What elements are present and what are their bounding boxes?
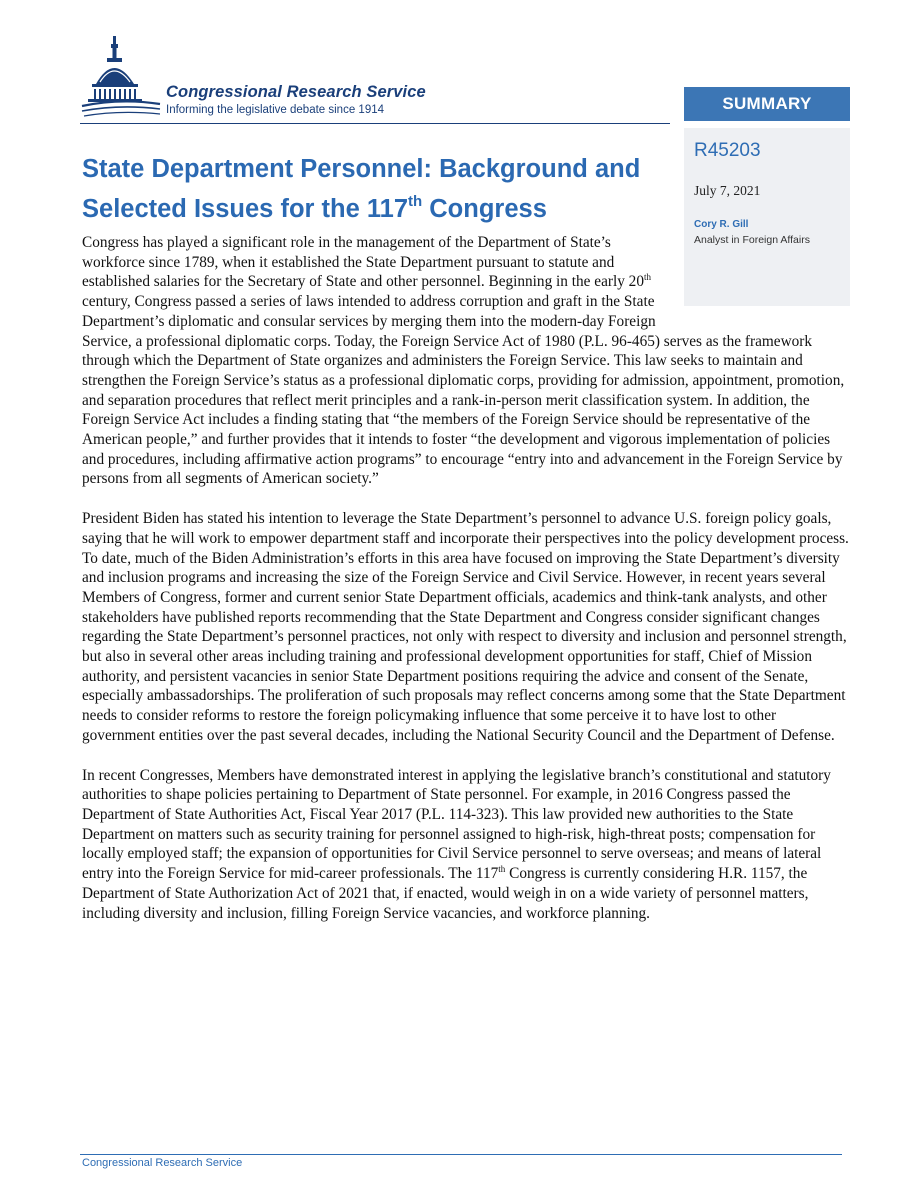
report-date: July 7, 2021 xyxy=(694,183,761,198)
header-divider xyxy=(80,123,670,124)
author-name: Cory R. Gill xyxy=(694,219,749,230)
title-superscript: th xyxy=(408,193,423,210)
paragraph-2: President Biden has stated his intention to leverage the State Department’s personnel to advance U.S. foreign policy goals, saying that he will work to empower department staff and incorporate their perspectives into the policy development process. To date, much of the Biden Administration’s efforts in this area have focused on improving the State Department’s diversity and inclusion programs and increasing the size of the Foreign Service and Civil Service. However, in recent years several Members of Congress, former and current senior State Department officials, academics and think-tank analysts, and other stakeholders have published reports recommending that the State Department and Congress consider significant changes regarding the State Department’s personnel practices, not only with respect to diversity and inclusion and personnel strength, but also in several other areas including training and professional development opportunities for staff, Chief of Mission authority, and persistent vacancies in senior State Department positions requiring the advice and consent of the Senate, especially ambassadorships. The proliferation of such proposals may reflect concerns among some that the State Department needs to consider reforms to restore the foreign policymaking influence that some perceive it to have lost to other government entities over the past several decades, including the National Security Council and the Department of Defense. xyxy=(82,510,849,744)
report-number: R45203 xyxy=(694,140,761,161)
summary-label: SUMMARY xyxy=(684,87,850,121)
paragraph-1-superscript: th xyxy=(643,272,651,283)
author-title: Analyst in Foreign Affairs xyxy=(694,234,810,246)
paragraph-3-superscript: th xyxy=(498,864,506,875)
crs-logo xyxy=(80,34,480,124)
paragraph-3 xyxy=(82,766,852,924)
org-name: Congressional Research Service xyxy=(166,83,426,101)
paragraph-3-text-rest: Congress is currently considering H.R. 1157, the Department of State Authorization Act of 2021 that, if enacted, would weigh in on a wide variety of personnel matters, including diversity and inclusion, filling Foreign Service vacancies, and workforce planning. xyxy=(82,865,809,922)
footer-org-name: Congressional Research Service xyxy=(82,1157,243,1169)
org-tagline: Informing the legislative debate since 1914 xyxy=(166,104,385,116)
footer-divider xyxy=(80,1154,842,1155)
summary-body xyxy=(82,233,852,943)
capitol-dome-icon xyxy=(80,34,162,122)
paragraph-1-text: Congress has played a significant role in the management of the Department of State’s workforce since 1789, when it established the State Department pursuant to statute and established salaries for the Secretary of State and other personnel. Beginning in the early 20 xyxy=(82,234,644,291)
paragraph-3-text: In recent Congresses, Members have demonstrated interest in applying the legislative branch’s constitutional and statutory authorities to shape policies pertaining to Department of State personnel. For example, in 2016 Congress passed the Department of State Authorities Act, Fiscal Year 2017 (P.L. 114-323). This law provided new authorities to the State Department on matters such as security training for personnel assigned to high-risk, high-threat posts; compensation for locally employed staff; the expansion of opportunities for Civil Service personnel to serve overseas; and means of lateral entry into the Foreign Service for mid-career professionals. The 117 xyxy=(82,766,831,883)
sidebar-wrap-spacer xyxy=(676,233,852,313)
report-title xyxy=(82,149,672,229)
paragraph-1-text-rest: century, Congress passed a series of laws intended to address corruption and graft in the State Department’s diplomatic and consular services by merging them into the modern-day Foreign Service, a professional diplomatic corps. Today, the Foreign Service Act of 1980 (P.L. 96-465) serves as the framework through which the Department of State organizes and administers the Foreign Service. This law seeks to maintain and strengthen the Foreign Service’s status as a professional diplomatic corps, providing for admission, appointment, promotion, and separation procedures that reflect merit principles and a rank-in-person merit classification system. In addition, the Foreign Service Act includes a finding stating that “the members of the Foreign Service should be representative of the American people,” and further provides that it intends to foster “the development and vigorous implementation of policies and procedures, including affirmative action programs” to encourage “entry into and advancement in the Foreign Service by persons from all segments of American society.” xyxy=(82,293,845,488)
title-main: State Department Personnel: Background and Selected Issues for the 117 xyxy=(82,155,641,223)
title-end: Congress xyxy=(422,195,547,223)
